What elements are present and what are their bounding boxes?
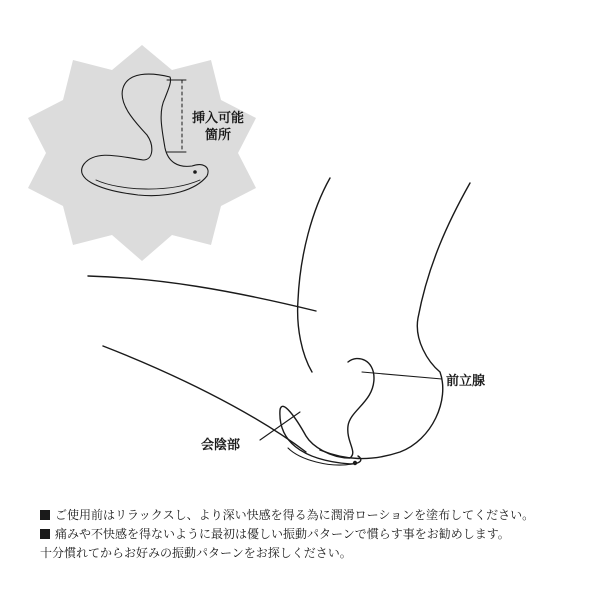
instruction-text: 痛みや不快感を得ないように最初は優しい振動パターンで慣らす事をお勧めします。 bbox=[55, 527, 510, 541]
perineum-label: 会陰部 bbox=[201, 438, 241, 453]
insertable-area-label bbox=[190, 110, 246, 144]
insertable-area-label-line2: 箇所 bbox=[204, 128, 231, 143]
inserted-device bbox=[280, 359, 374, 466]
instruction-line bbox=[40, 506, 585, 525]
instruction-line bbox=[40, 525, 585, 544]
usage-instructions bbox=[40, 506, 585, 563]
black-square-icon bbox=[40, 529, 50, 539]
instruction-text: ご使用前はリラックスし、より深い快感を得る為に潤滑ローションを塗布してください。 bbox=[55, 508, 535, 522]
insertable-area-label-line1: 挿入可能 bbox=[191, 111, 244, 126]
prostate-label: 前立腺 bbox=[446, 374, 486, 389]
instruction-text: 十分慣れてからお好みの振動パターンをお探しください。 bbox=[40, 546, 352, 560]
inset-star-badge bbox=[28, 45, 256, 261]
instruction-line bbox=[40, 544, 585, 563]
black-square-icon bbox=[40, 510, 50, 520]
